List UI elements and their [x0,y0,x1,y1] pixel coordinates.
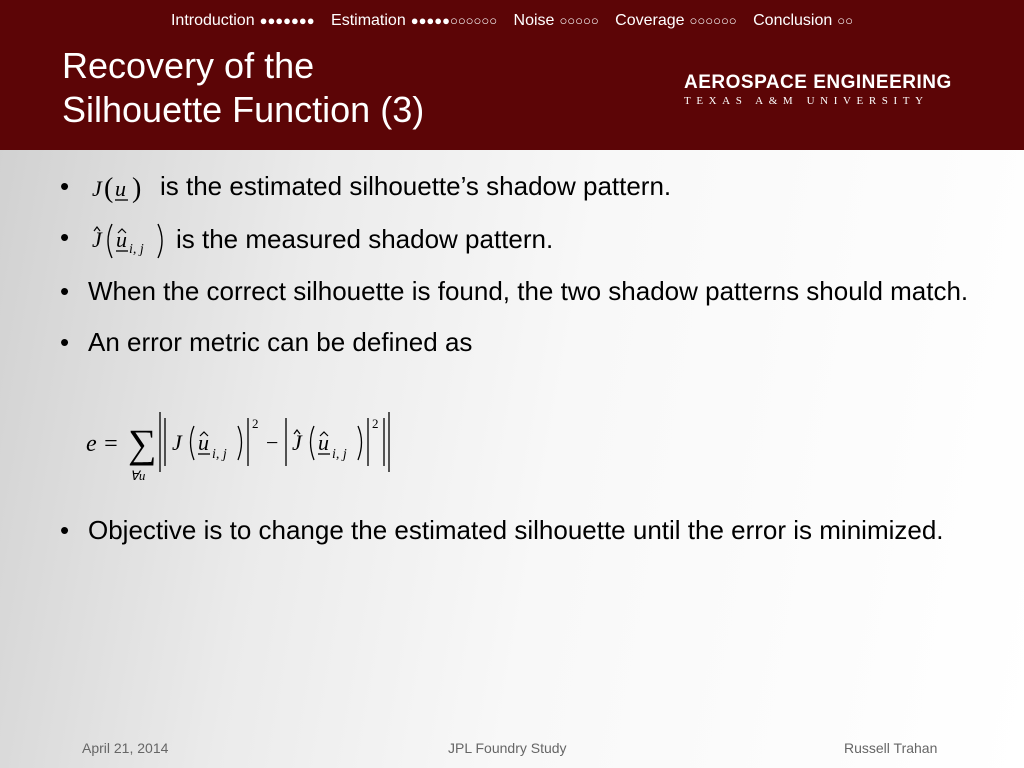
nav-section-label: Noise [513,12,555,29]
bullet-estimated-pattern [60,168,980,205]
math-power: 2 [372,416,379,431]
math-paren-right [238,426,242,460]
math-paren-right [358,426,362,460]
university-logo [684,72,968,107]
equation-lhs: e = [86,431,119,457]
bullet-dot: • [60,222,70,253]
bullet-objective [60,512,980,549]
math-J-of-u [88,171,152,205]
slide-title-line-2: Silhouette Function (3) [62,89,425,130]
math-paren-left [108,224,112,258]
nav-progress-dots: ○○ [837,13,853,28]
bullet-correct-silhouette [60,273,980,310]
math-power: 2 [252,416,259,431]
nav-section-label: Conclusion [753,12,833,29]
logo-university: TEXAS A&M UNIVERSITY [684,95,929,107]
math-paren-right: ) [132,173,142,205]
slide-title [62,44,424,132]
bullet-dot: • [60,171,70,201]
slide-header [0,0,1024,150]
nav-section-conclusion[interactable] [753,12,853,30]
bullet-error-metric [60,324,980,361]
math-J-hat-of-u-hat-ij [88,219,170,263]
bullet-dot: • [60,276,70,307]
math-symbol-J: J [172,430,182,455]
nav-section-label: Introduction [170,12,255,29]
math-subscript-ij: i, j [129,242,144,258]
math-paren-left [311,426,315,460]
math-subscript-ij: i, j [332,447,347,462]
error-metric-equation [84,408,414,488]
math-symbol-u: u [318,430,329,455]
math-minus: − [266,430,279,455]
nav-section-noise[interactable] [514,12,599,30]
math-symbol-u: u [115,176,126,202]
math-paren-right [158,224,162,258]
nav-section-introduction[interactable] [171,12,315,30]
bullet-text: Objective is to change the estimated silhouette until the error is minimized. [88,515,944,545]
math-symbol-u: u [198,430,209,455]
nav-section-label: Coverage [615,12,685,29]
summation-symbol: ∑ [128,421,157,466]
nav-progress-dots: ○○○○○○ [689,13,737,28]
bullet-list-continued [60,512,980,549]
math-symbol-u: u [116,227,127,253]
nav-progress-dots: ●●●●●●● [259,13,315,28]
footer-date: April 21, 2014 [82,740,169,756]
bullet-text: is the measured shadow pattern. [176,224,554,254]
math-paren-left [191,426,195,460]
bullet-text: An error metric can be defined as [88,327,473,358]
bullet-dot: • [60,327,70,358]
nav-progress-dots: ●●●●●○○○○○○ [410,13,498,28]
section-navigation [0,12,1024,30]
summation-subscript: ∀u [130,468,146,483]
math-subscript-ij: i, j [212,447,227,462]
math-symbol-J: J [92,176,102,202]
bullet-dot: • [60,515,70,545]
bullet-text: is the estimated silhouette’s shadow pattern. [160,171,672,201]
footer-title: JPL Foundry Study [448,740,567,756]
nav-section-estimation[interactable] [331,12,497,30]
math-paren-left: ( [104,173,114,205]
bullet-text: When the correct silhouette is found, the two shadow patterns should match. [88,276,969,307]
bullet-list [60,168,980,361]
logo-department: AEROSPACE ENGINEERING [684,72,952,93]
math-symbol-J: J [292,430,302,455]
nav-progress-dots: ○○○○○ [559,13,599,28]
bullet-measured-pattern [60,219,980,263]
slide-title-line-1: Recovery of the [62,45,315,86]
nav-section-coverage[interactable] [615,12,737,30]
math-symbol-J: J [92,227,102,253]
nav-section-label: Estimation [331,12,406,29]
footer-author: Russell Trahan [844,740,938,756]
